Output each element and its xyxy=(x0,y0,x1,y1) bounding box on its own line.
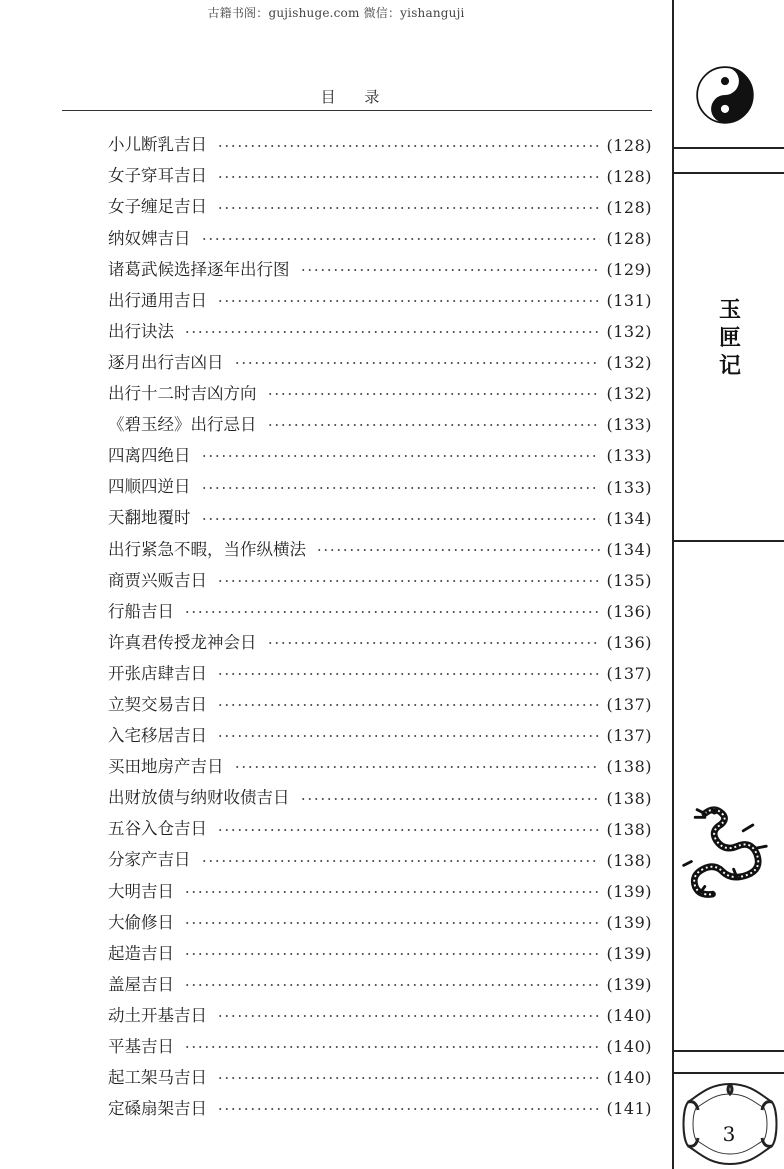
toc-entry-title: 行船吉日 xyxy=(108,601,174,621)
toc-entry-page: (138) xyxy=(606,819,652,839)
book-title xyxy=(710,296,750,380)
toc-entry-title: 四顺四逆日 xyxy=(108,477,191,497)
dot-leader xyxy=(184,1046,600,1048)
toc-entry-page: (139) xyxy=(606,912,652,932)
band-divider xyxy=(674,1072,784,1074)
toc-entry xyxy=(108,752,652,783)
toc-entry-title: 动土开基吉日 xyxy=(108,1005,207,1025)
dot-leader xyxy=(184,984,600,986)
toc-entry xyxy=(108,1094,652,1125)
dot-leader xyxy=(201,455,601,457)
toc-entry-page: (129) xyxy=(606,259,652,279)
dot-leader xyxy=(217,1015,600,1017)
toc-entry-title: 定磉扇架吉日 xyxy=(108,1099,207,1119)
toc-entry-page: (133) xyxy=(606,415,652,435)
band-divider xyxy=(674,172,784,174)
toc-entry-title: 天翻地覆时 xyxy=(108,508,191,528)
toc-entry xyxy=(108,130,652,161)
toc-entry xyxy=(108,410,652,441)
dot-leader xyxy=(267,393,601,395)
dot-leader xyxy=(217,673,600,675)
toc-entry xyxy=(108,596,652,627)
toc-entry-title: 《碧玉经》出行忌日 xyxy=(108,415,257,435)
toc-entry-page: (137) xyxy=(606,726,652,746)
toc-entry-page: (140) xyxy=(606,1006,652,1026)
book-title-char: 记 xyxy=(718,353,741,379)
toc-entry-page: (132) xyxy=(606,353,652,373)
toc-entry xyxy=(108,348,652,379)
toc-entry-title: 平基吉日 xyxy=(108,1037,174,1057)
dot-leader xyxy=(300,269,601,271)
toc-entry xyxy=(108,1001,652,1032)
toc-entry xyxy=(108,845,652,876)
page-number: 3 xyxy=(722,1122,736,1146)
band-divider xyxy=(674,1050,784,1052)
toc-entry xyxy=(108,876,652,907)
dot-leader xyxy=(267,642,601,644)
toc-entry-title: 出行十二时吉凶方向 xyxy=(108,384,257,404)
yin-yang-icon xyxy=(696,66,754,124)
toc-entry-title: 女子穿耳吉日 xyxy=(108,166,207,186)
dot-leader xyxy=(217,735,600,737)
toc-entry-page: (131) xyxy=(606,291,652,311)
book-title-char: 玉 xyxy=(718,297,741,323)
toc-entry-page: (138) xyxy=(606,757,652,777)
dot-leader xyxy=(201,487,601,489)
dot-leader xyxy=(184,611,600,613)
toc-entry-title: 出财放债与纳财收债吉日 xyxy=(108,788,290,808)
toc-entry-page: (136) xyxy=(606,633,652,653)
toc-entry xyxy=(108,472,652,503)
band-divider xyxy=(674,147,784,149)
toc-entry-title: 起工架马吉日 xyxy=(108,1068,207,1088)
toc-entry-title: 五谷入仓吉日 xyxy=(108,819,207,839)
dot-leader xyxy=(184,953,600,955)
toc-entry xyxy=(108,503,652,534)
toc-entry-title: 买田地房产吉日 xyxy=(108,757,224,777)
toc-entry xyxy=(108,317,652,348)
dot-leader xyxy=(234,766,601,768)
dot-leader xyxy=(184,891,600,893)
dot-leader xyxy=(217,829,600,831)
dot-leader xyxy=(217,1108,600,1110)
watermark: 古籍书阁：gujishuge.com 微信：yishanguji xyxy=(207,6,465,20)
band-divider xyxy=(674,540,784,542)
toc-entry-page: (135) xyxy=(606,570,652,590)
toc-entry-title: 四离四绝日 xyxy=(108,446,191,466)
toc-entry xyxy=(108,938,652,969)
toc-entry-page: (140) xyxy=(606,1068,652,1088)
toc-entry-page: (132) xyxy=(606,384,652,404)
book-title-char: 匣 xyxy=(718,325,741,351)
dot-leader xyxy=(184,922,600,924)
toc-entry xyxy=(108,907,652,938)
toc-entry xyxy=(108,628,652,659)
dot-leader xyxy=(217,145,600,147)
dot-leader xyxy=(217,176,600,178)
toc-entry-page: (133) xyxy=(606,446,652,466)
toc-entry-title: 纳奴婢吉日 xyxy=(108,228,191,248)
toc-entry-page: (128) xyxy=(606,166,652,186)
toc-entry xyxy=(108,783,652,814)
toc-entry-page: (128) xyxy=(606,228,652,248)
toc-entry-page: (134) xyxy=(606,539,652,559)
toc-entry-title: 许真君传授龙神会日 xyxy=(108,632,257,652)
dot-leader xyxy=(201,518,601,520)
toc-entry-title: 出行紧急不暇，当作纵横法 xyxy=(108,539,306,559)
toc-entry xyxy=(108,161,652,192)
toc-entry xyxy=(108,285,652,316)
title-divider xyxy=(62,110,652,111)
toc-entry-title: 出行通用吉日 xyxy=(108,290,207,310)
toc-entry-title: 入宅移居吉日 xyxy=(108,726,207,746)
toc-entry-title: 大明吉日 xyxy=(108,881,174,901)
toc-entry-title: 开张店肆吉日 xyxy=(108,663,207,683)
toc-entry xyxy=(108,690,652,721)
toc-entry-title: 大偷修日 xyxy=(108,912,174,932)
toc-entry xyxy=(108,441,652,472)
toc-entry-page: (139) xyxy=(606,975,652,995)
toc-entry-page: (134) xyxy=(606,508,652,528)
toc-entry xyxy=(108,970,652,1001)
toc-entry-page: (128) xyxy=(606,197,652,217)
toc-entry xyxy=(108,223,652,254)
toc-entry-page: (139) xyxy=(606,943,652,963)
toc-entry-title: 出行诀法 xyxy=(108,321,174,341)
toc-entry-title: 逐月出行吉凶日 xyxy=(108,352,224,372)
dot-leader xyxy=(201,238,601,240)
toc-entry xyxy=(108,1032,652,1063)
toc-entry-page: (137) xyxy=(606,695,652,715)
toc-entry-title: 商贾兴贩吉日 xyxy=(108,570,207,590)
toc-entry-page: (133) xyxy=(606,477,652,497)
dot-leader xyxy=(316,549,600,551)
toc-entry-page: (138) xyxy=(606,788,652,808)
table-of-contents xyxy=(108,130,652,1125)
side-band xyxy=(672,0,784,1169)
dot-leader xyxy=(184,331,600,333)
toc-entry-page: (132) xyxy=(606,322,652,342)
toc-entry xyxy=(108,814,652,845)
toc-entry-page: (137) xyxy=(606,664,652,684)
toc-entry xyxy=(108,659,652,690)
toc-entry xyxy=(108,379,652,410)
dot-leader xyxy=(234,362,601,364)
dot-leader xyxy=(217,300,600,302)
toc-entry xyxy=(108,254,652,285)
toc-entry-page: (139) xyxy=(606,881,652,901)
dragon-icon xyxy=(676,800,772,900)
toc-entry-title: 诸葛武候选择逐年出行图 xyxy=(108,259,290,279)
toc-entry-title: 盖屋吉日 xyxy=(108,974,174,994)
toc-entry-title: 小儿断乳吉日 xyxy=(108,135,207,155)
dot-leader xyxy=(201,860,601,862)
toc-entry xyxy=(108,1063,652,1094)
toc-entry xyxy=(108,534,652,565)
dot-leader xyxy=(300,798,601,800)
dot-leader xyxy=(217,207,600,209)
toc-entry-page: (138) xyxy=(606,850,652,870)
toc-entry-page: (136) xyxy=(606,601,652,621)
page-title: 目 录 xyxy=(320,88,392,106)
toc-entry xyxy=(108,565,652,596)
toc-entry-title: 分家产吉日 xyxy=(108,850,191,870)
toc-entry-page: (140) xyxy=(606,1037,652,1057)
toc-entry-page: (128) xyxy=(606,135,652,155)
toc-entry-title: 立契交易吉日 xyxy=(108,694,207,714)
toc-entry-title: 起造吉日 xyxy=(108,943,174,963)
toc-entry-title: 女子缠足吉日 xyxy=(108,197,207,217)
dot-leader xyxy=(217,704,600,706)
toc-entry xyxy=(108,192,652,223)
dot-leader xyxy=(217,580,600,582)
toc-entry-page: (141) xyxy=(606,1099,652,1119)
toc-entry xyxy=(108,721,652,752)
dot-leader xyxy=(217,1077,600,1079)
dot-leader xyxy=(267,424,601,426)
